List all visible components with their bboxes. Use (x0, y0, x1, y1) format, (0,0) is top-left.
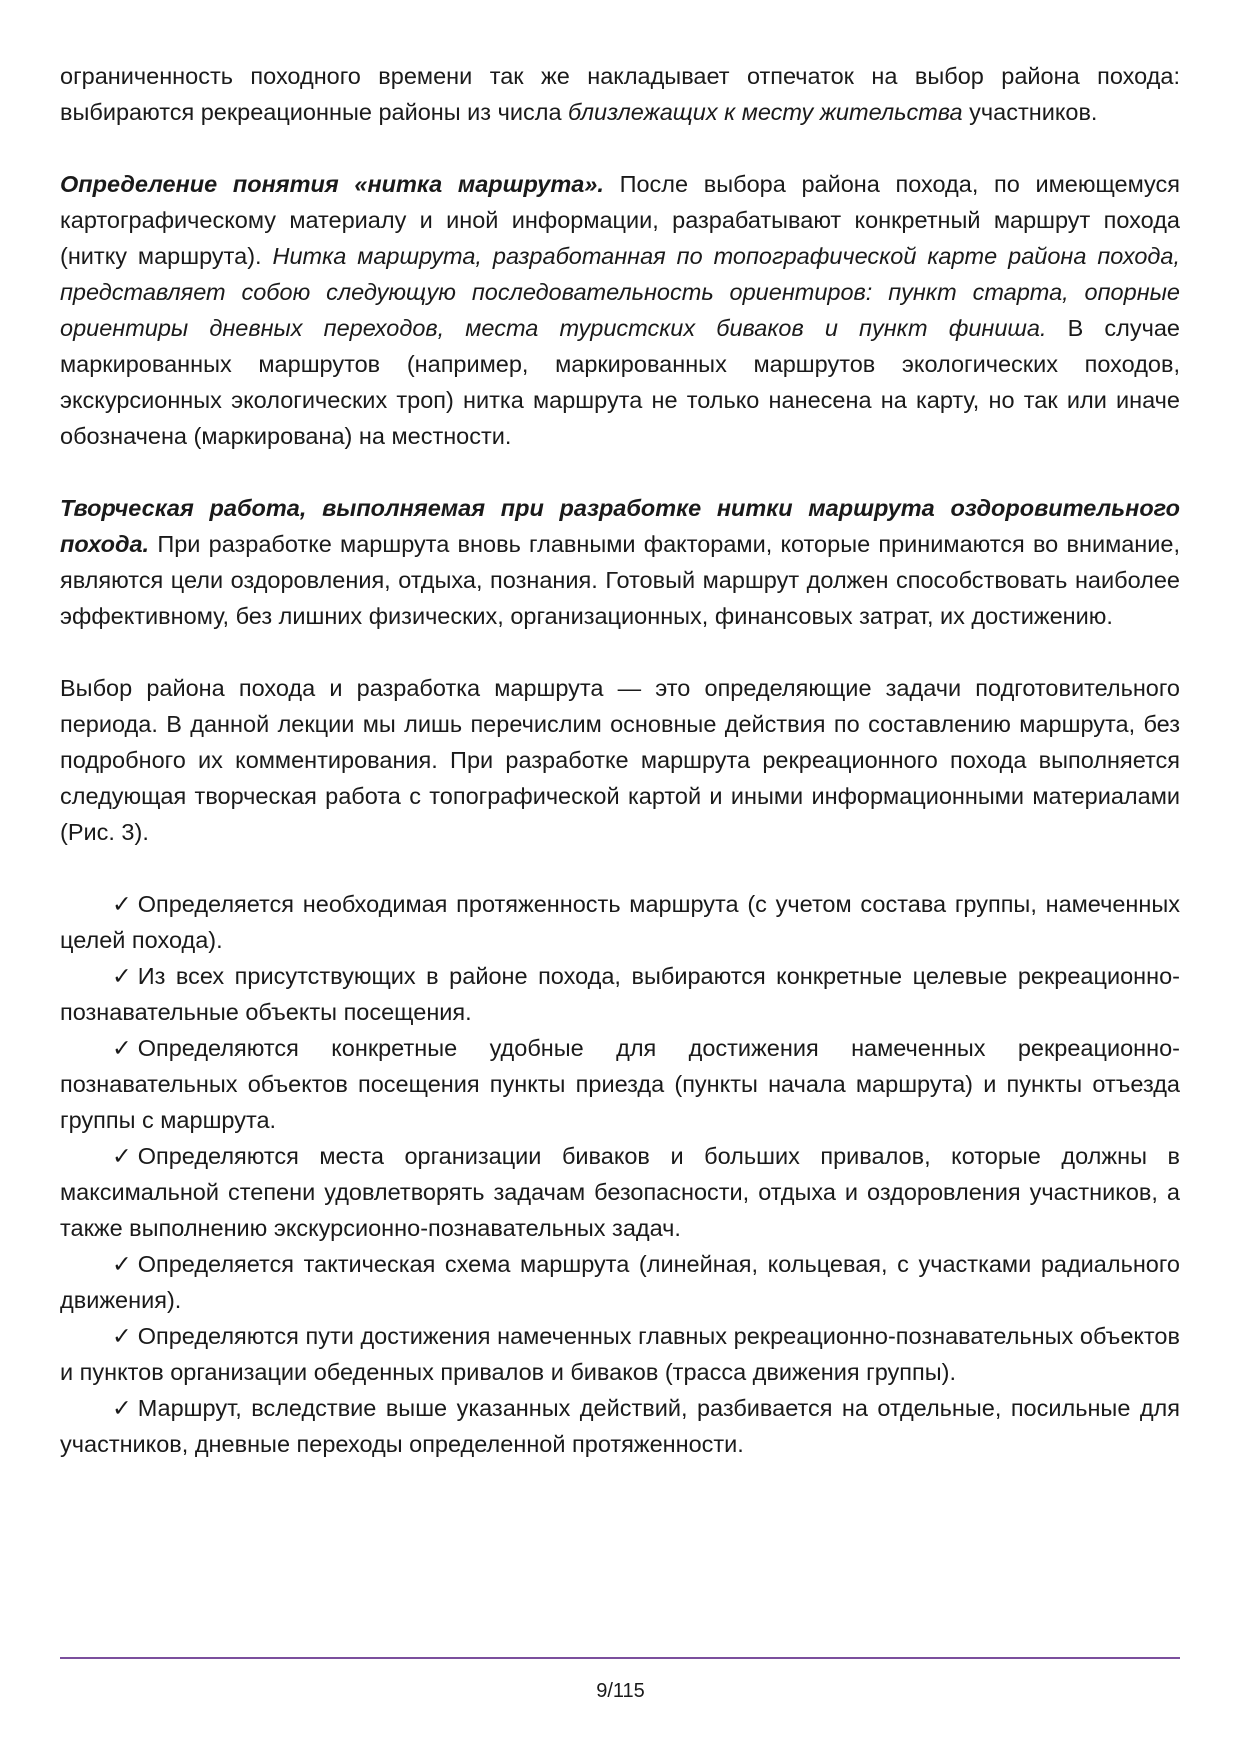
document-body (60, 58, 1180, 1462)
footer-divider (60, 1657, 1180, 1659)
checkmark-icon: ✓ (112, 1034, 132, 1062)
checklist-item (60, 958, 1180, 1030)
checklist-item (60, 1138, 1180, 1246)
checklist-item-text: Определяются пути достижения намеченных главных рекреационно-познавательных объектов и пунктов организации обеденных привалов и биваков (трасса движения группы). (60, 1323, 1180, 1385)
route-definition-text-1: После выбора района похода, по имеющемуся картографическому материалу и иной информации, разрабатывают конкретный маршрут похода (нитку маршрута). (60, 171, 1180, 269)
paragraph-intro-text-1: ограниченность походного времени так же накладывает отпечаток на выбор района похода: выбираются рекреационные районы из числа (60, 63, 1180, 125)
paragraph-area-choice (60, 670, 1180, 850)
page-number: 9/115 (596, 1680, 645, 1702)
checklist-item (60, 1390, 1180, 1462)
paragraph-intro-italic: близлежащих к месту жительства (568, 99, 963, 125)
creative-work-text: При разработке маршрута вновь главными факторами, которые принимаются во внимание, являются цели оздоровления, отдыха, познания. Готовый маршрут должен способствовать наиболее эффективному, без лишних физических, организационных, финансовых затрат, их достижению. (60, 531, 1180, 629)
route-definition-text-2: В случае маркированных маршрутов (например, маркированных маршрутов экологических походов, экскурсионных экологических троп) нитка маршрута не только нанесена на карту, но так или иначе обозначена (маркирована) на местности. (60, 315, 1180, 449)
checklist-item-text: Из всех присутствующих в районе похода, выбираются конкретные целевые рекреационно-познавательные объекты посещения. (60, 963, 1180, 1025)
paragraph-creative-work (60, 490, 1180, 634)
route-definition-heading: Определение понятия «нитка маршрута». (60, 171, 604, 197)
checkmark-icon: ✓ (112, 962, 132, 990)
checklist-item (60, 1246, 1180, 1318)
checkmark-icon: ✓ (112, 1250, 132, 1278)
creative-work-heading: Творческая работа, выполняемая при разработке нитки маршрута оздоровительного похода. (60, 495, 1180, 557)
checklist-item-text: Определяется тактическая схема маршрута (линейная, кольцевая, с участками радиального движения). (60, 1251, 1180, 1313)
checkmark-icon: ✓ (112, 1142, 132, 1170)
area-choice-text: Выбор района похода и разработка маршрута — это определяющие задачи подготовительного периода. В данной лекции мы лишь перечислим основные действия по составлению маршрута, без подробного их комментирования. При разработке маршрута рекреационного похода выполняется следующая творческая работа с топографической картой и иными информационными материалами (Рис. 3). (60, 675, 1180, 845)
checklist-item-text: Определяются конкретные удобные для достижения намеченных рекреационно-познавательных объектов посещения пункты приезда (пункты начала маршрута) и пункты отъезда группы с маршрута. (60, 1035, 1180, 1133)
route-steps-checklist (60, 886, 1180, 1462)
checklist-item (60, 886, 1180, 958)
checklist-item (60, 1318, 1180, 1390)
checkmark-icon: ✓ (112, 1322, 132, 1350)
checklist-item (60, 1030, 1180, 1138)
checklist-item-text: Маршрут, вследствие выше указанных действий, разбивается на отдельные, посильные для участников, дневные переходы определенной протяженности. (60, 1395, 1180, 1457)
checkmark-icon: ✓ (112, 1394, 132, 1422)
checklist-item-text: Определяется необходимая протяженность маршрута (с учетом состава группы, намеченных целей похода). (60, 891, 1180, 953)
paragraph-route-definition (60, 166, 1180, 454)
checkmark-icon: ✓ (112, 890, 132, 918)
paragraph-intro (60, 58, 1180, 130)
route-definition-italic: Нитка маршрута, разработанная по топографической карте района похода, представляет собою следующую последовательность ориентиров: пункт старта, опорные ориентиры дневных переходов, места туристских биваков и пункт финиша. (60, 243, 1180, 341)
paragraph-intro-text-2: участников. (962, 99, 1098, 125)
checklist-item-text: Определяются места организации биваков и больших привалов, которые должны в максимальной степени удовлетворять задачам безопасности, отдыха и оздоровления участников, а также выполнению экскурсионно-познавательных задач. (60, 1143, 1180, 1241)
